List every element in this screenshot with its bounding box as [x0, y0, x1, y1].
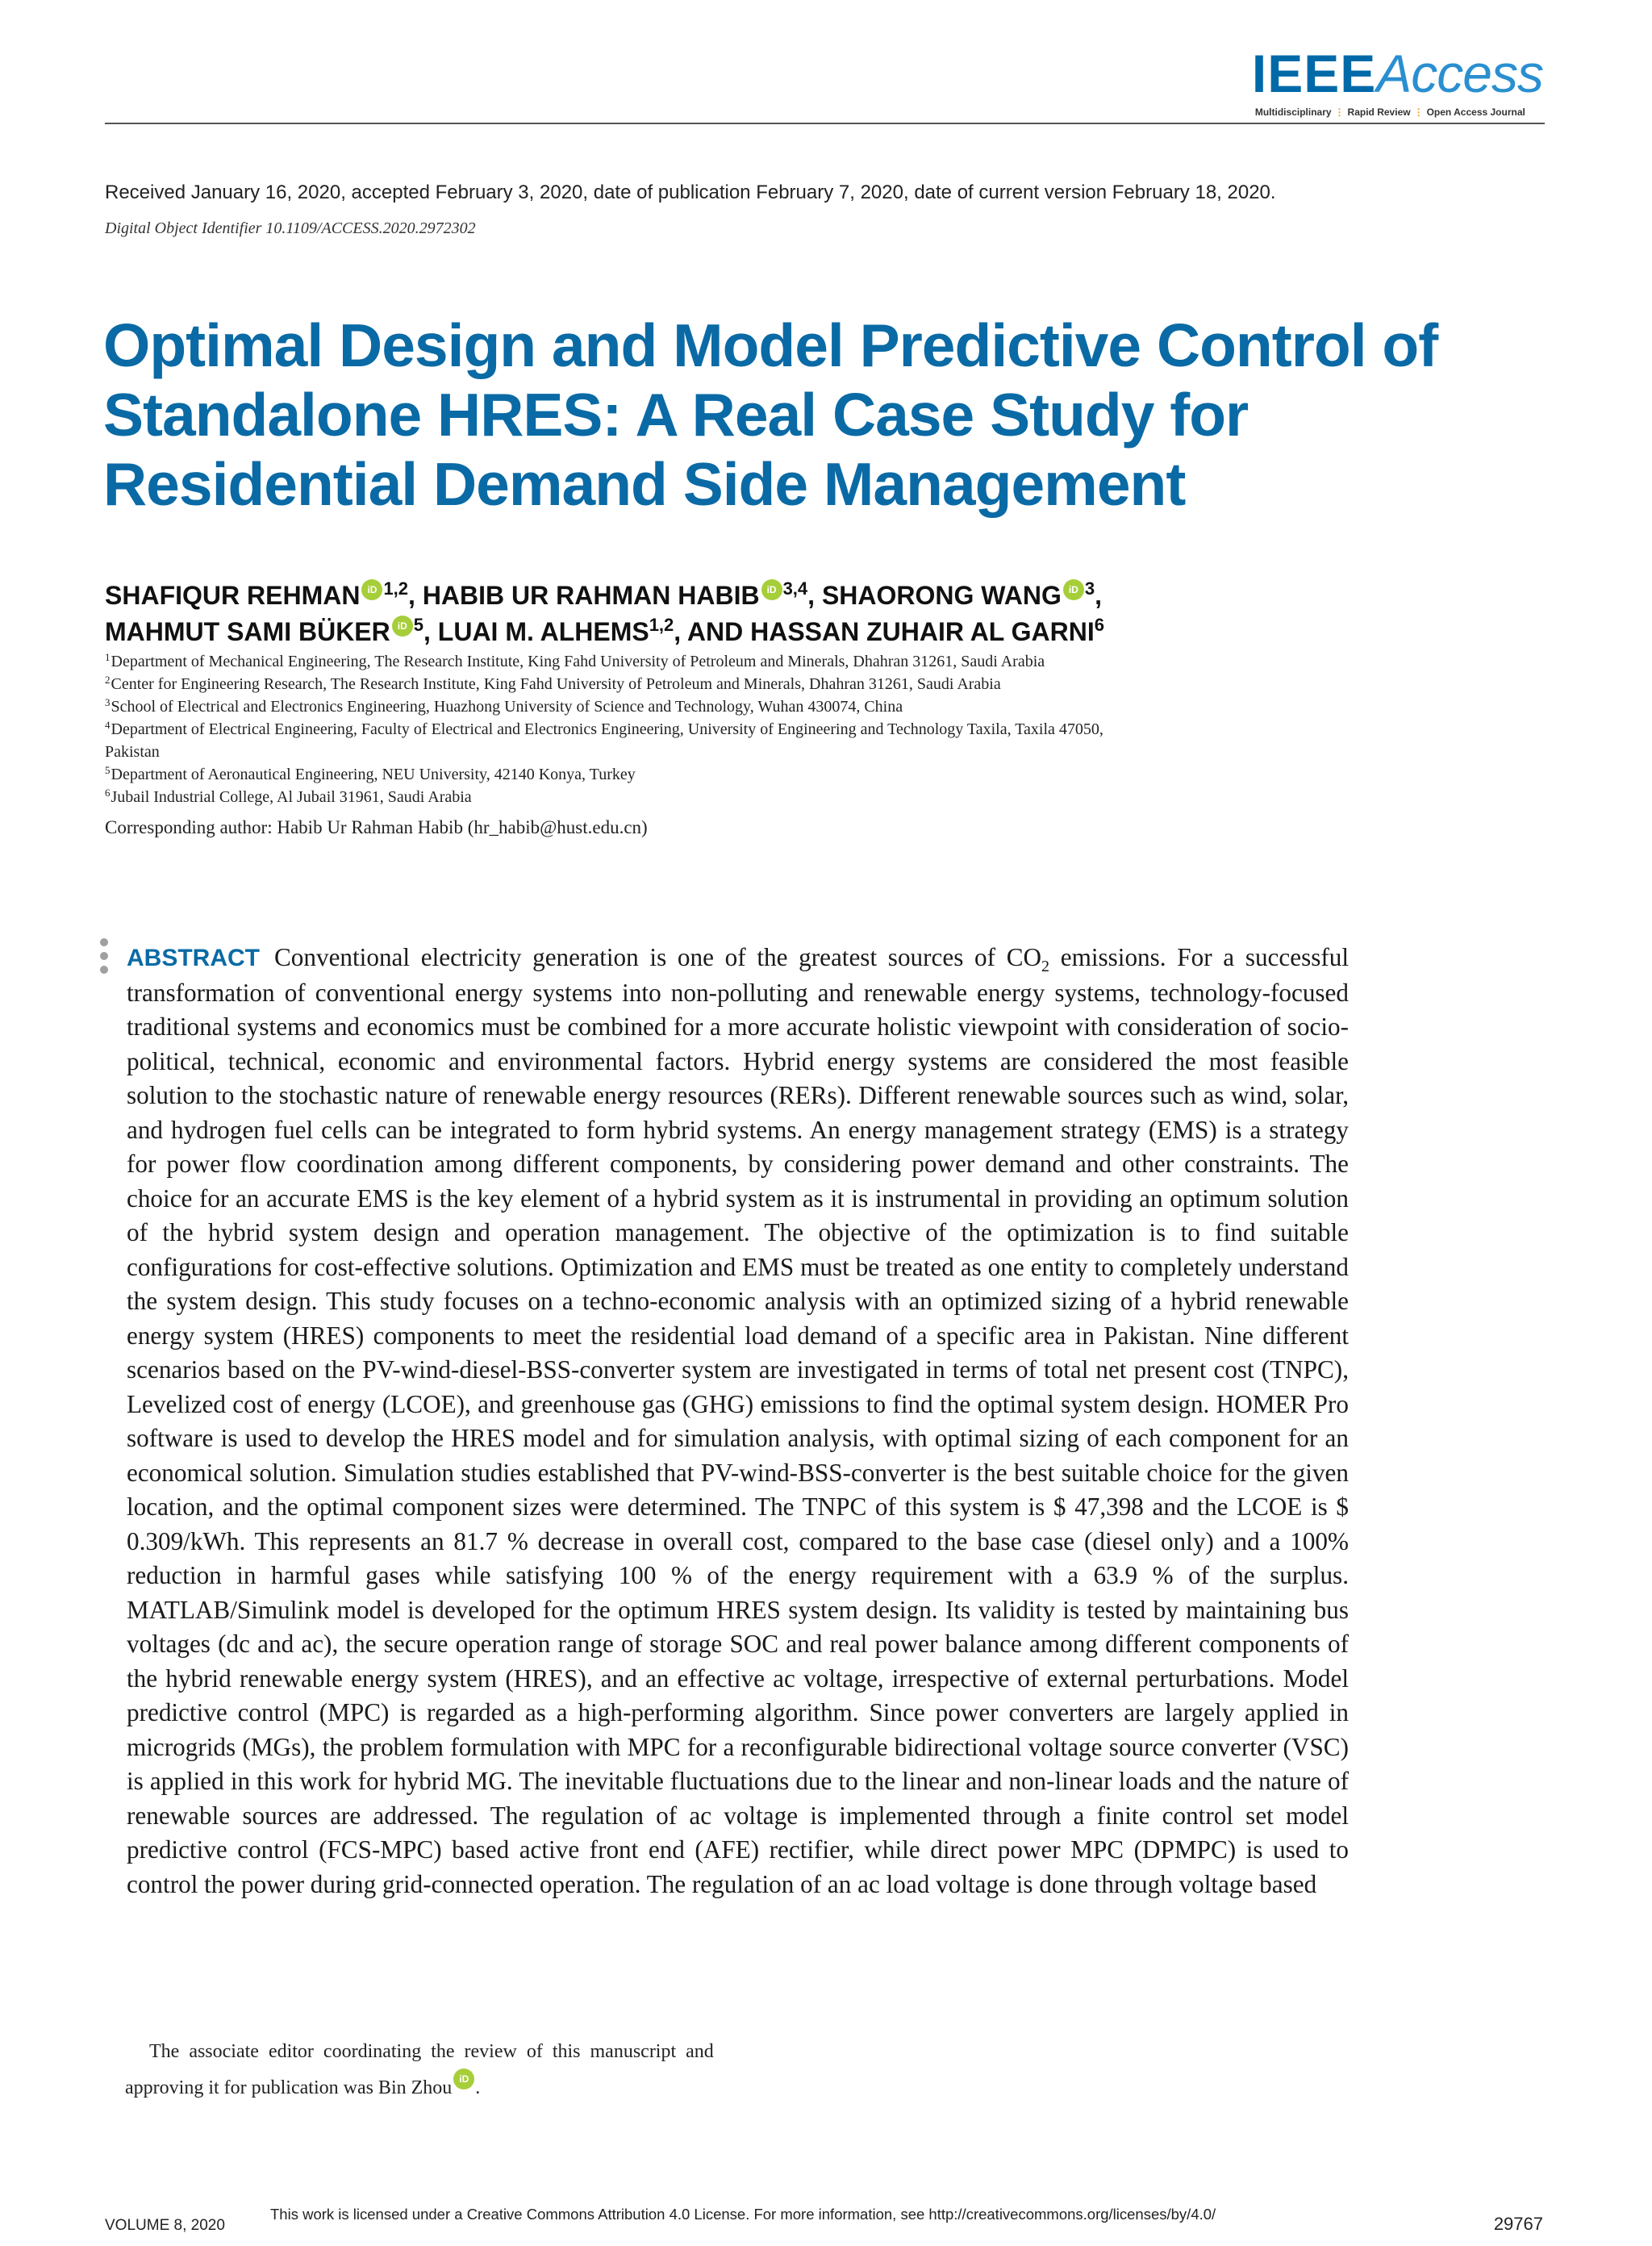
- footnote-line-2: approving it for publication was Bin Zhou: [125, 2077, 453, 2098]
- orcid-icon[interactable]: iD: [453, 2069, 474, 2089]
- abstract-menu-icon[interactable]: [100, 938, 110, 979]
- author-affiliation: 1,2: [649, 615, 674, 635]
- affiliation-number: 1: [105, 651, 111, 663]
- affiliations: [105, 650, 1476, 808]
- tagline-2: Rapid Review: [1347, 106, 1411, 118]
- affiliation-text: Pakistan: [105, 743, 160, 761]
- orcid-icon[interactable]: iD: [761, 579, 782, 600]
- affiliation-row: [105, 650, 1476, 673]
- abstract: [127, 941, 1349, 1902]
- title-line-1: Optimal Design and Model Predictive Control of: [103, 311, 1438, 379]
- volume-label: VOLUME 8, 2020: [105, 2217, 225, 2234]
- author-affiliation: 6: [1094, 615, 1105, 635]
- author-name: SHAFIQUR REHMAN: [105, 581, 361, 610]
- affiliation-number: 2: [105, 674, 111, 686]
- affiliation-number: 4: [105, 719, 111, 731]
- author-affiliation: 3,4: [782, 578, 808, 599]
- affiliation-text: Department of Mechanical Engineering, The Research Institute, King Fahd University of Petroleum and Minerals, Dhahran 31261, Saudi Arabia: [111, 653, 1045, 670]
- author-list: [105, 578, 1516, 650]
- doi: Digital Object Identifier 10.1109/ACCESS.2020.2972302: [105, 219, 476, 237]
- page-number: 29767: [1493, 2214, 1543, 2234]
- orcid-icon[interactable]: iD: [361, 579, 382, 600]
- abstract-text: Conventional electricity generation is one of the greatest sources of CO: [274, 943, 1042, 971]
- editor-footnote: [125, 2035, 835, 2105]
- abstract-label: ABSTRACT: [127, 945, 260, 971]
- affiliation-row: [105, 695, 1476, 718]
- affiliation-number: 5: [105, 764, 111, 776]
- affiliation-row: [105, 763, 1476, 786]
- affiliation-row: [105, 786, 1476, 808]
- orcid-icon[interactable]: iD: [1063, 579, 1084, 600]
- author-separator: ,: [1095, 581, 1102, 610]
- author-affiliation: 1,2: [383, 578, 409, 599]
- affiliation-number: 6: [105, 787, 111, 799]
- affiliation-text: Jubail Industrial College, Al Jubail 31961, Saudi Arabia: [111, 788, 472, 806]
- author-name: MAHMUT SAMI BÜKER: [105, 617, 390, 646]
- tagline-3: Open Access Journal: [1426, 106, 1525, 118]
- author-name: , AND HASSAN ZUHAIR AL GARNI: [674, 617, 1095, 646]
- received-dates: Received January 16, 2020, accepted February 3, 2020, date of publication February 7, 2020, date of current version February 18, 2020.: [105, 182, 1276, 203]
- logo-access: Access: [1376, 44, 1543, 103]
- tagline-1: Multidisciplinary: [1254, 106, 1332, 118]
- header-divider: [105, 123, 1545, 124]
- title-line-2: Standalone HRES: A Real Case Study for: [103, 381, 1249, 449]
- affiliation-row: [105, 718, 1476, 741]
- logo-tagline: Multidisciplinary ⋮ Rapid Review ⋮ Open Access Journal: [1254, 106, 1525, 118]
- author-name: , LUAI M. ALHEMS: [423, 617, 649, 646]
- abstract-subscript: 2: [1041, 958, 1050, 976]
- orcid-icon[interactable]: iD: [392, 616, 413, 637]
- author-affiliation: 3: [1084, 578, 1095, 599]
- author-name: , SHAORONG WANG: [807, 581, 1062, 610]
- title-line-3: Residential Demand Side Management: [103, 450, 1186, 518]
- affiliation-number: 3: [105, 696, 111, 708]
- license-notice: This work is licensed under a Creative Commons Attribution 4.0 License. For more information, see http://creativecommons.org/licenses/by/4.0/: [270, 2206, 1216, 2223]
- affiliation-row: [105, 741, 1476, 763]
- affiliation-row: [105, 673, 1476, 695]
- affiliation-text: School of Electrical and Electronics Engineering, Huazhong University of Science and Technology, Wuhan 430074, China: [111, 698, 903, 716]
- logo-ieee: IEEE: [1251, 44, 1377, 103]
- footnote-line-1: The associate editor coordinating the review of this manuscript and: [149, 2041, 714, 2062]
- affiliation-text: Department of Electrical Engineering, Faculty of Electrical and Electronics Engineering, University of Engineering and Technology Taxila, Taxila 47050,: [111, 720, 1103, 738]
- corresponding-author: Corresponding author: Habib Ur Rahman Habib (hr_habib@hust.edu.cn): [105, 817, 648, 837]
- author-affiliation: 5: [413, 615, 423, 635]
- author-name: , HABIB UR RAHMAN HABIB: [408, 581, 760, 610]
- journal-logo: [1251, 44, 1543, 118]
- footnote-period: .: [475, 2077, 481, 2098]
- paper-title: [103, 311, 1475, 519]
- affiliation-text: Department of Aeronautical Engineering, NEU University, 42140 Konya, Turkey: [111, 766, 636, 783]
- abstract-text-cont: emissions. For a successful transformation of conventional energy systems into non-polluting and renewable energy systems, technology-focused traditional systems and economics must be combined for a more accurate holistic viewpoint with consideration of socio-political, technical, economic and environmental factors. Hybrid energy systems are considered the most feasible solution to the stochastic nature of renewable energy resources (RERs). Different renewable sources such as wind, solar, and hydrogen fuel cells can be integrated to form hybrid systems. An energy management strategy (EMS) is a strategy for power flow coordination among different components, by considering power demand and other constraints. The choice for an accurate EMS is the key element of a hybrid system as it is instrumental in providing an optimum solution of the hybrid system design and operation management. The objective of the optimization is to find suitable configurations for cost-effective solutions. Optimization and EMS must be treated as one entity to completely understand the system design. This study focuses on a techno-economic analysis with an optimized sizing of a hybrid renewable energy system (HRES) components to meet the residential load demand of a specific area in Pakistan. Nine different scenarios based on the PV-wind-diesel-BSS-converter system are investigated in terms of total net present cost (TNPC), Levelized cost of energy (LCOE), and greenhouse gas (GHG) emissions to find the optimal system design. HOMER Pro software is used to develop the HRES model and for simulation analysis, with optimal sizing of each component for an economical solution. Simulation studies established that PV-wind-BSS-converter is the best suitable choice for the given location, and the optimal component sizes were determined. The TNPC of this system is $ 47,398 and the LCOE is $ 0.309/kWh. This represents an 81.7 % decrease in overall cost, compared to the base case (diesel only) and a 100% reduction in harmful gases while satisfying 100 % of the energy requirement with a 63.9 % of the surplus. MATLAB/Simulink model is developed for the optimum HRES system design. Its validity is tested by maintaining bus voltages (dc and ac), the secure operation range of storage SOC and real power balance among different components of the hybrid renewable energy system (HRES), and an effective ac voltage, irrespective of external perturbations. Model predictive control (MPC) is regarded as a high-performing algorithm. Since power converters are largely applied in microgrids (MGs), the problem formulation with MPC for a reconfigurable bidirectional voltage source converter (VSC) is applied in this work for hybrid MG. The inevitable fluctuations due to the linear and non-linear loads and the nature of renewable sources are addressed. The regulation of ac voltage is implemented through a finite control set model predictive control (FCS-MPC) based active front end (AFE) rectifier, while direct power MPC (DPMPC) is used to control the power during grid-connected operation. The regulation of an ac load voltage is done through voltage based: [127, 943, 1350, 1898]
- affiliation-text: Center for Engineering Research, The Research Institute, King Fahd University of Petroleum and Minerals, Dhahran 31261, Saudi Arabia: [111, 675, 1001, 693]
